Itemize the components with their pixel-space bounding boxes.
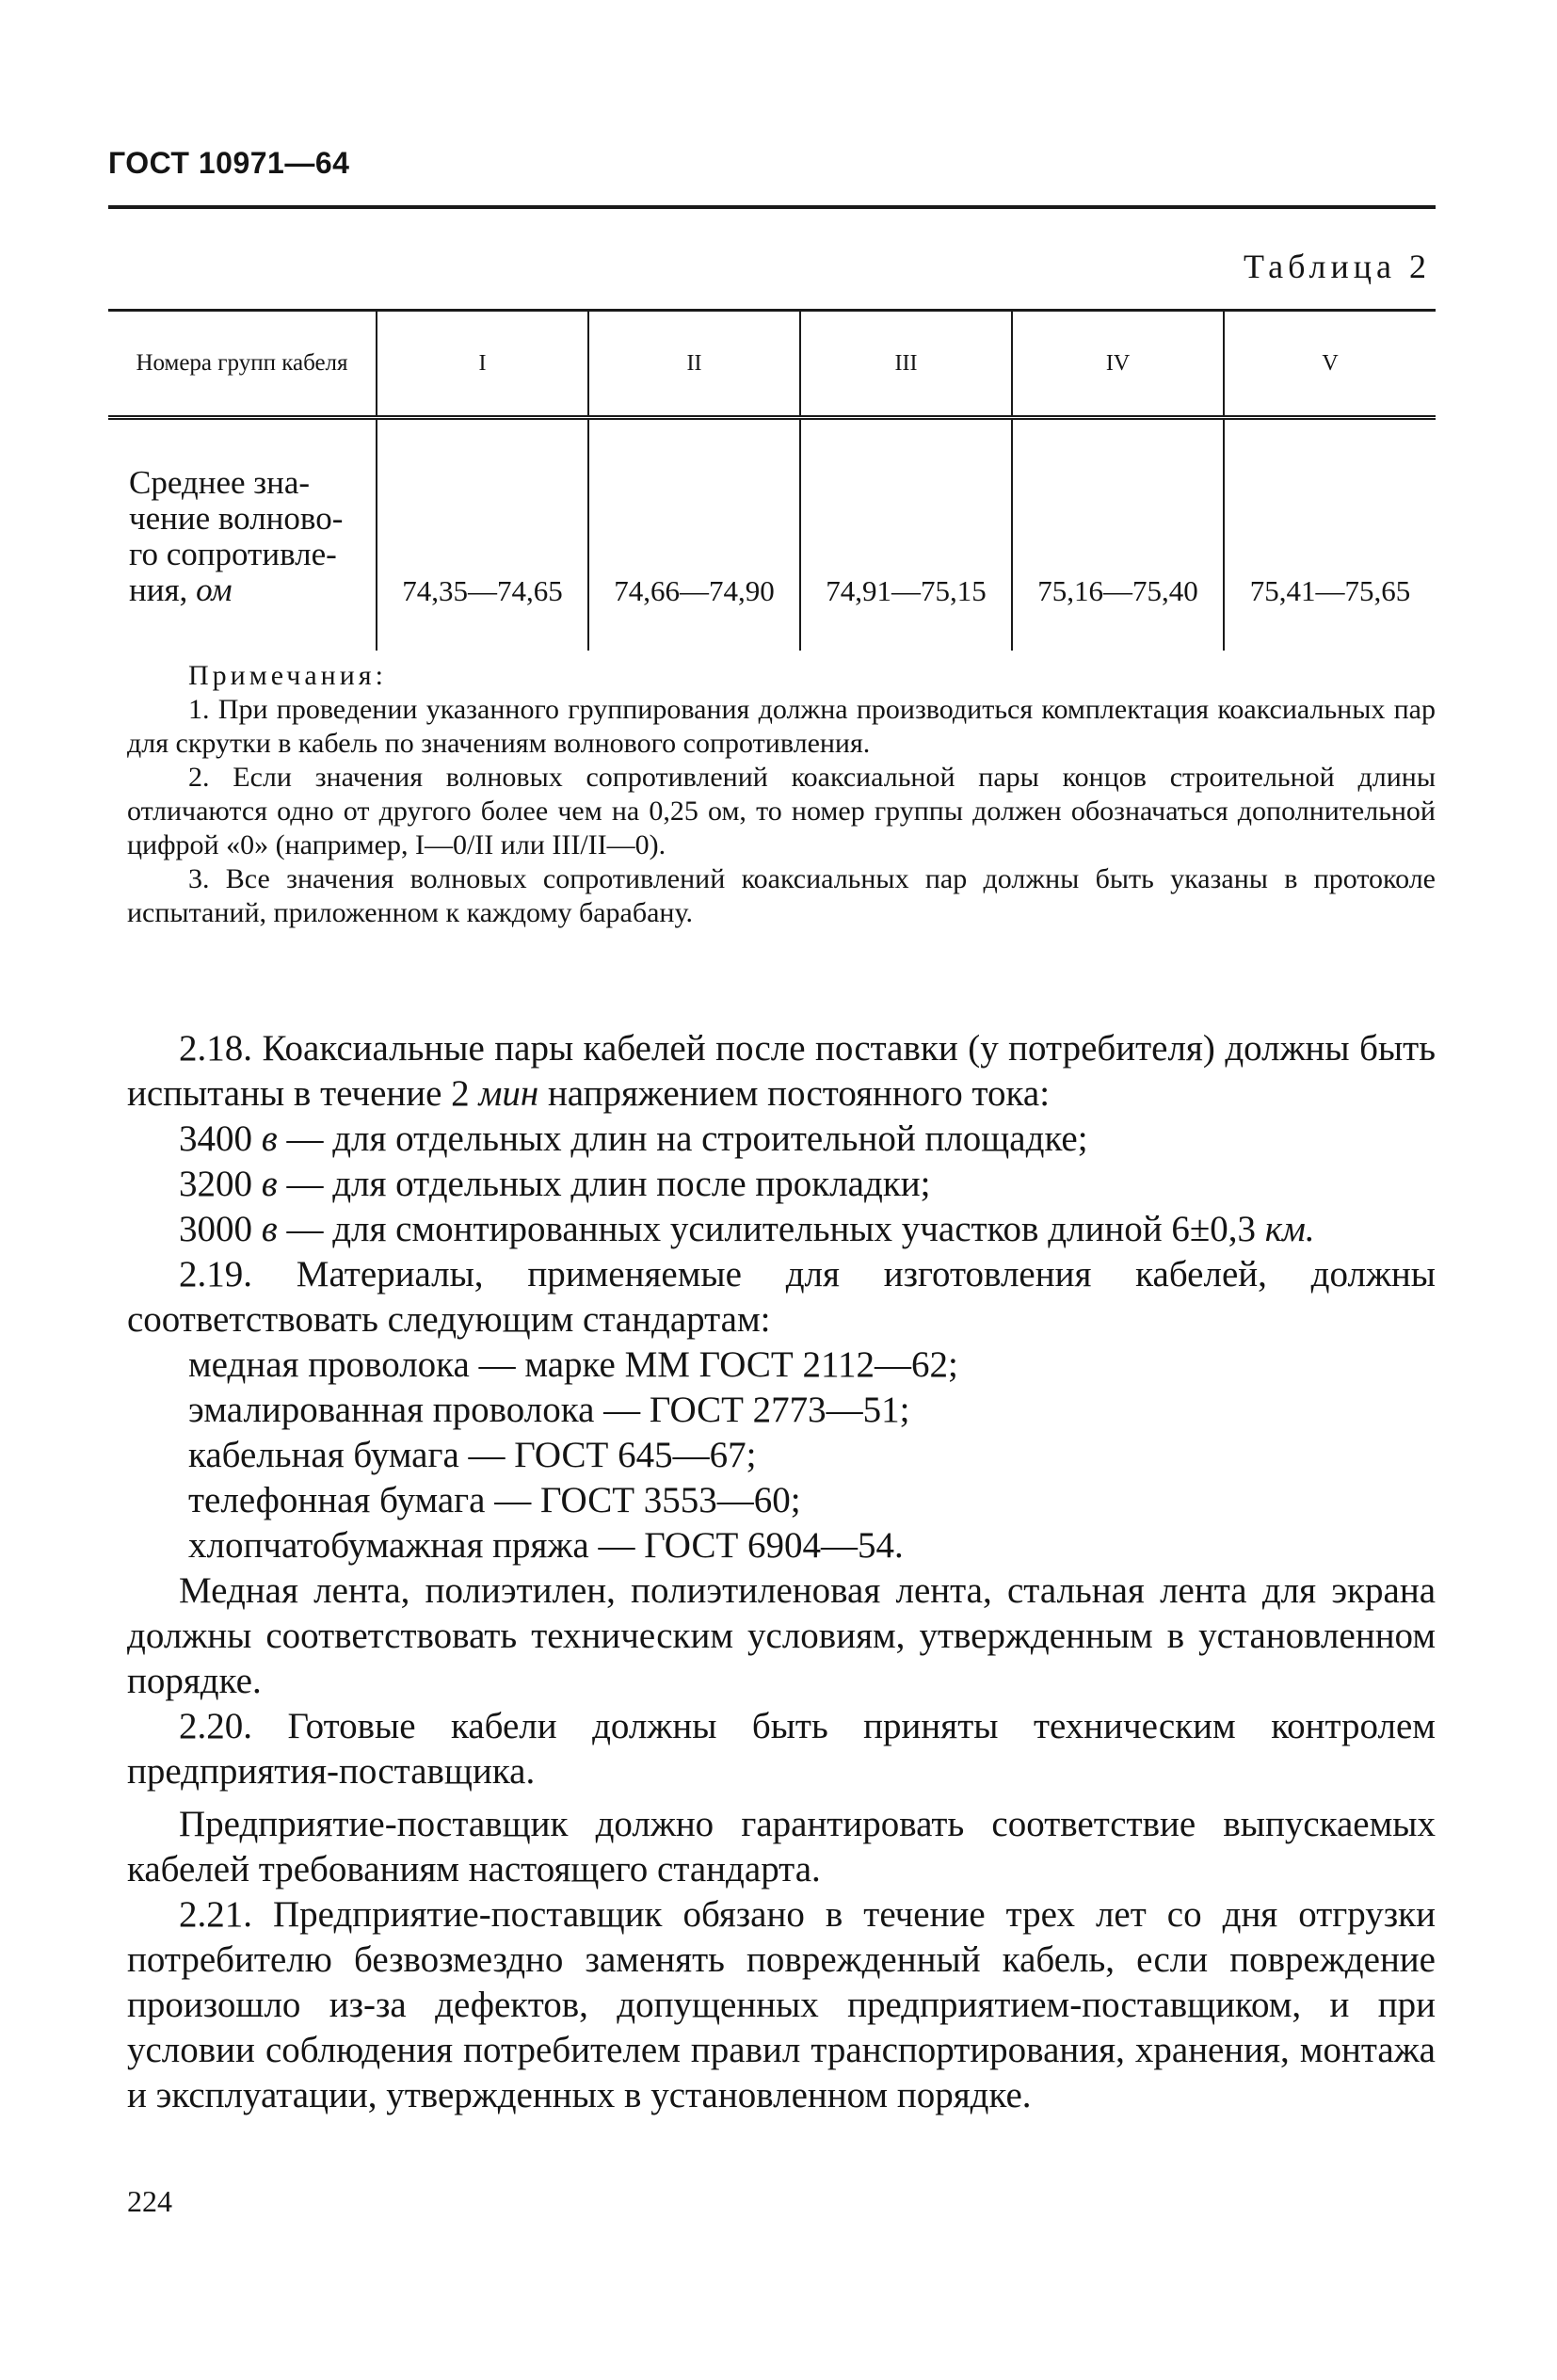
voltage-description: — для отдельных длин после прокладки; [286, 1164, 931, 1204]
row-label-cell [108, 418, 377, 651]
table-cell-group-1: 74,35—74,65 [377, 418, 588, 651]
length-unit: км. [1264, 1209, 1315, 1249]
column-header-group-2: II [588, 311, 800, 418]
note-item: 1. При проведении указанного группирования должна производиться комплектация коаксиальных пар для скрутки в кабель по значениям волнового сопротивления. [127, 694, 1436, 759]
column-header-groups: Номера групп кабеля [108, 311, 377, 418]
voltage-value: 3000 [179, 1209, 252, 1249]
note-item: 2. Если значения волновых сопротивлений коаксиальной пары концов строительной длины отличаются одно от другого более чем на 0,25 ом, то номер группы должен обозначаться дополнительной цифрой «0» (например, I—0/II или III/II—0). [127, 762, 1436, 860]
voltage-value: 3200 [179, 1164, 252, 1204]
paragraph-text: 2.18. Коаксиальные пары кабелей после поставки (у потребителя) должны быть испытаны в течение 2 [127, 1028, 1436, 1114]
cable-group-table [108, 309, 1436, 651]
paragraph-2-18 [127, 1026, 1436, 1117]
voltage-item [127, 1207, 1436, 1252]
row-label-text: Среднее зна- чение волново- го сопротивле- ния, [129, 464, 344, 608]
material-item: медная проволока — марке ММ ГОСТ 2112—62; [188, 1344, 958, 1385]
table-cell-group-4: 75,16—75,40 [1012, 418, 1224, 651]
paragraph-2-20-extra: Предприятие-поставщик должно гарантировать соответствие выпускаемых кабелей требованиям настоящего стандарта. [127, 1804, 1436, 1890]
material-item: кабельная бумага — ГОСТ 645—67; [188, 1435, 757, 1475]
table-cell-group-2: 74,66—74,90 [588, 418, 800, 651]
table-header-row [108, 311, 1436, 418]
voltage-unit: в [261, 1118, 278, 1159]
paragraph-2-19: 2.19. Материалы, применяемые для изготовления кабелей, должны соответствовать следующим стандартам: [127, 1254, 1436, 1340]
voltage-value: 3400 [179, 1118, 252, 1159]
row-label-unit: ом [196, 571, 233, 608]
column-header-group-4: IV [1012, 311, 1224, 418]
table-caption: Таблица 2 [1244, 248, 1431, 285]
material-item: эмалированная проволока — ГОСТ 2773—51; [188, 1390, 910, 1430]
voltage-description: — для смонтированных усилительных участков длиной 6±0,3 [286, 1209, 1257, 1249]
paragraph-2-19-extra: Медная лента, полиэтилен, полиэтиленовая лента, стальная лента для экрана должны соответствовать техническим условиям, утвержденным в установленном порядке. [127, 1570, 1436, 1701]
header-rule [108, 205, 1436, 209]
document-id: ГОСТ 10971—64 [108, 146, 350, 180]
column-header-group-3: III [800, 311, 1012, 418]
material-item: хлопчатобумажная пряжа — ГОСТ 6904—54. [188, 1525, 904, 1566]
voltage-item [127, 1117, 1436, 1162]
table-cell-group-3: 74,91—75,15 [800, 418, 1012, 651]
paragraph-2-21: 2.21. Предприятие-поставщик обязано в течение трех лет со дня отгрузки потребителю безвозмездно заменять поврежденный кабель, если повреждение произошло из-за дефектов, допущенных предприятием-поставщиком, и при условии соблюдения потребителем правил транспортирования, хранения, монтажа и эксплуатации, утвержденных в установленном порядке. [127, 1894, 1436, 2115]
column-header-group-5: V [1224, 311, 1436, 418]
voltage-description: — для отдельных длин на строительной площадке; [286, 1118, 1088, 1159]
table-row [108, 418, 1436, 651]
body-text [127, 1026, 1436, 2118]
material-item: телефонная бумага — ГОСТ 3553—60; [188, 1480, 801, 1520]
paragraph-text: напряжением постоянного тока: [547, 1073, 1051, 1114]
voltage-unit: в [261, 1164, 278, 1204]
paragraph-2-20: 2.20. Готовые кабели должны быть приняты техническим контролем предприятия-поставщика. [127, 1706, 1436, 1792]
column-header-group-1: I [377, 311, 588, 418]
unit-text: мин [478, 1073, 539, 1114]
note-item: 3. Все значения волновых сопротивлений коаксиальных пар должны быть указаны в протоколе испытаний, приложенном к каждому барабану. [127, 863, 1436, 928]
voltage-item [127, 1162, 1436, 1207]
voltage-unit: в [261, 1209, 278, 1249]
page-number: 224 [127, 2184, 172, 2218]
table-cell-group-5: 75,41—75,65 [1224, 418, 1436, 651]
notes-title: Примечания: [188, 660, 387, 691]
table-notes [127, 659, 1436, 930]
